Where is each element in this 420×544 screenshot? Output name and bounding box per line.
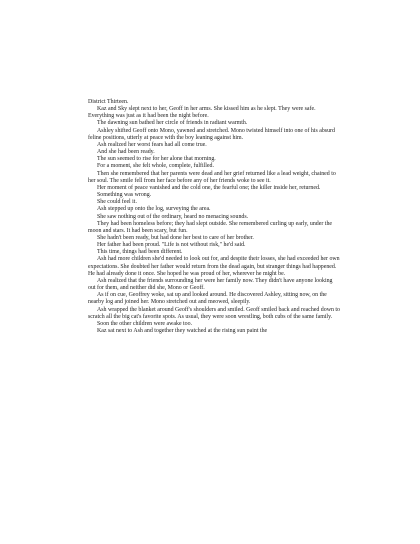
paragraph: For a moment, she felt whole, complete, fulfilled. [97, 163, 214, 170]
paragraph: The sun seemed to rise for her alone that morning. [97, 156, 216, 163]
paragraph: This time, things had been different. [97, 249, 183, 256]
paragraph: She saw nothing out of the ordinary, heard no menacing sounds. [97, 213, 249, 220]
paragraph: Soon the other children were awake too. [97, 320, 193, 327]
body-text [88, 99, 340, 335]
paragraph: They had been homeless before; they had slept outside. She remembered curling up early, under the moon and stars. It had been scary, but fun. [88, 220, 333, 234]
paragraph: She hadn't been ready, but had done her best to care of her brother. [97, 234, 254, 241]
paragraph: Her moment of peace vanished and the cold one, the fearful one; the killer inside her, returned. [97, 184, 321, 191]
paragraph: Ash realized that the friends surrounding her were her family now. They didn't have anyone looking out for them, and neither did she, Mono or Geoff. [88, 277, 333, 292]
paragraph: Ash had more children she'd needed to look out for, and despite their losses, she had exceeded her own expectations. She doubted her father would return from the dead again, but stranger things had happened. He had already done it once. She hoped he was proud of her, wherever he might be. [88, 256, 340, 277]
paragraph: As if on cue, Geoffrey woke, sat up and looked around. He discovered Ashley, sitting now, on the nearby log and joined her. Mono stretched out and meowed, sleepily. [88, 292, 327, 306]
paragraph: Kaz sat next to Ash and together they watched at the rising sun paint the [97, 328, 268, 334]
paragraph: She could feel it. [97, 199, 137, 206]
paragraph: Ashley shifted Geoff onto Mono, yawned and stretched. Mono twisted himself into one of his absurd feline positions, utterly at peace with the boy leaning against him. [88, 127, 335, 141]
paragraph: Ash realized her worst fears had all come true. [97, 141, 207, 148]
paragraph: Her father had been proud. "Life is not without risk," he'd said. [97, 242, 246, 249]
paragraph: Ash wrapped the blanket around Geoff's shoulders and smiled. Geoff smiled back and reached down to scratch all the big cat's favorite spots. As usual, they were soon wrestling, both cubs of the same family. [88, 306, 340, 320]
chapter-heading: District Thirteen. [88, 99, 129, 105]
paragraph: Kaz and Sky slept next to her, Geoff in her arms. She kissed him as he slept. They were safe. Everything was just as it had been the night before. [88, 106, 316, 120]
paragraph: The dawning sun bathed her circle of friends in radiant warmth. [97, 120, 248, 127]
paragraph: Something was wrong. [97, 192, 152, 199]
paragraph: Then she remembered that her parents were dead and her grief returned like a lead weight, chained to her soul. The smile fell from her face before any of her friends woke to see it. [88, 170, 336, 184]
paragraph: And she had been ready. [97, 149, 155, 156]
paragraph: Ash stepped up onto the log, surveying the area. [97, 206, 211, 213]
